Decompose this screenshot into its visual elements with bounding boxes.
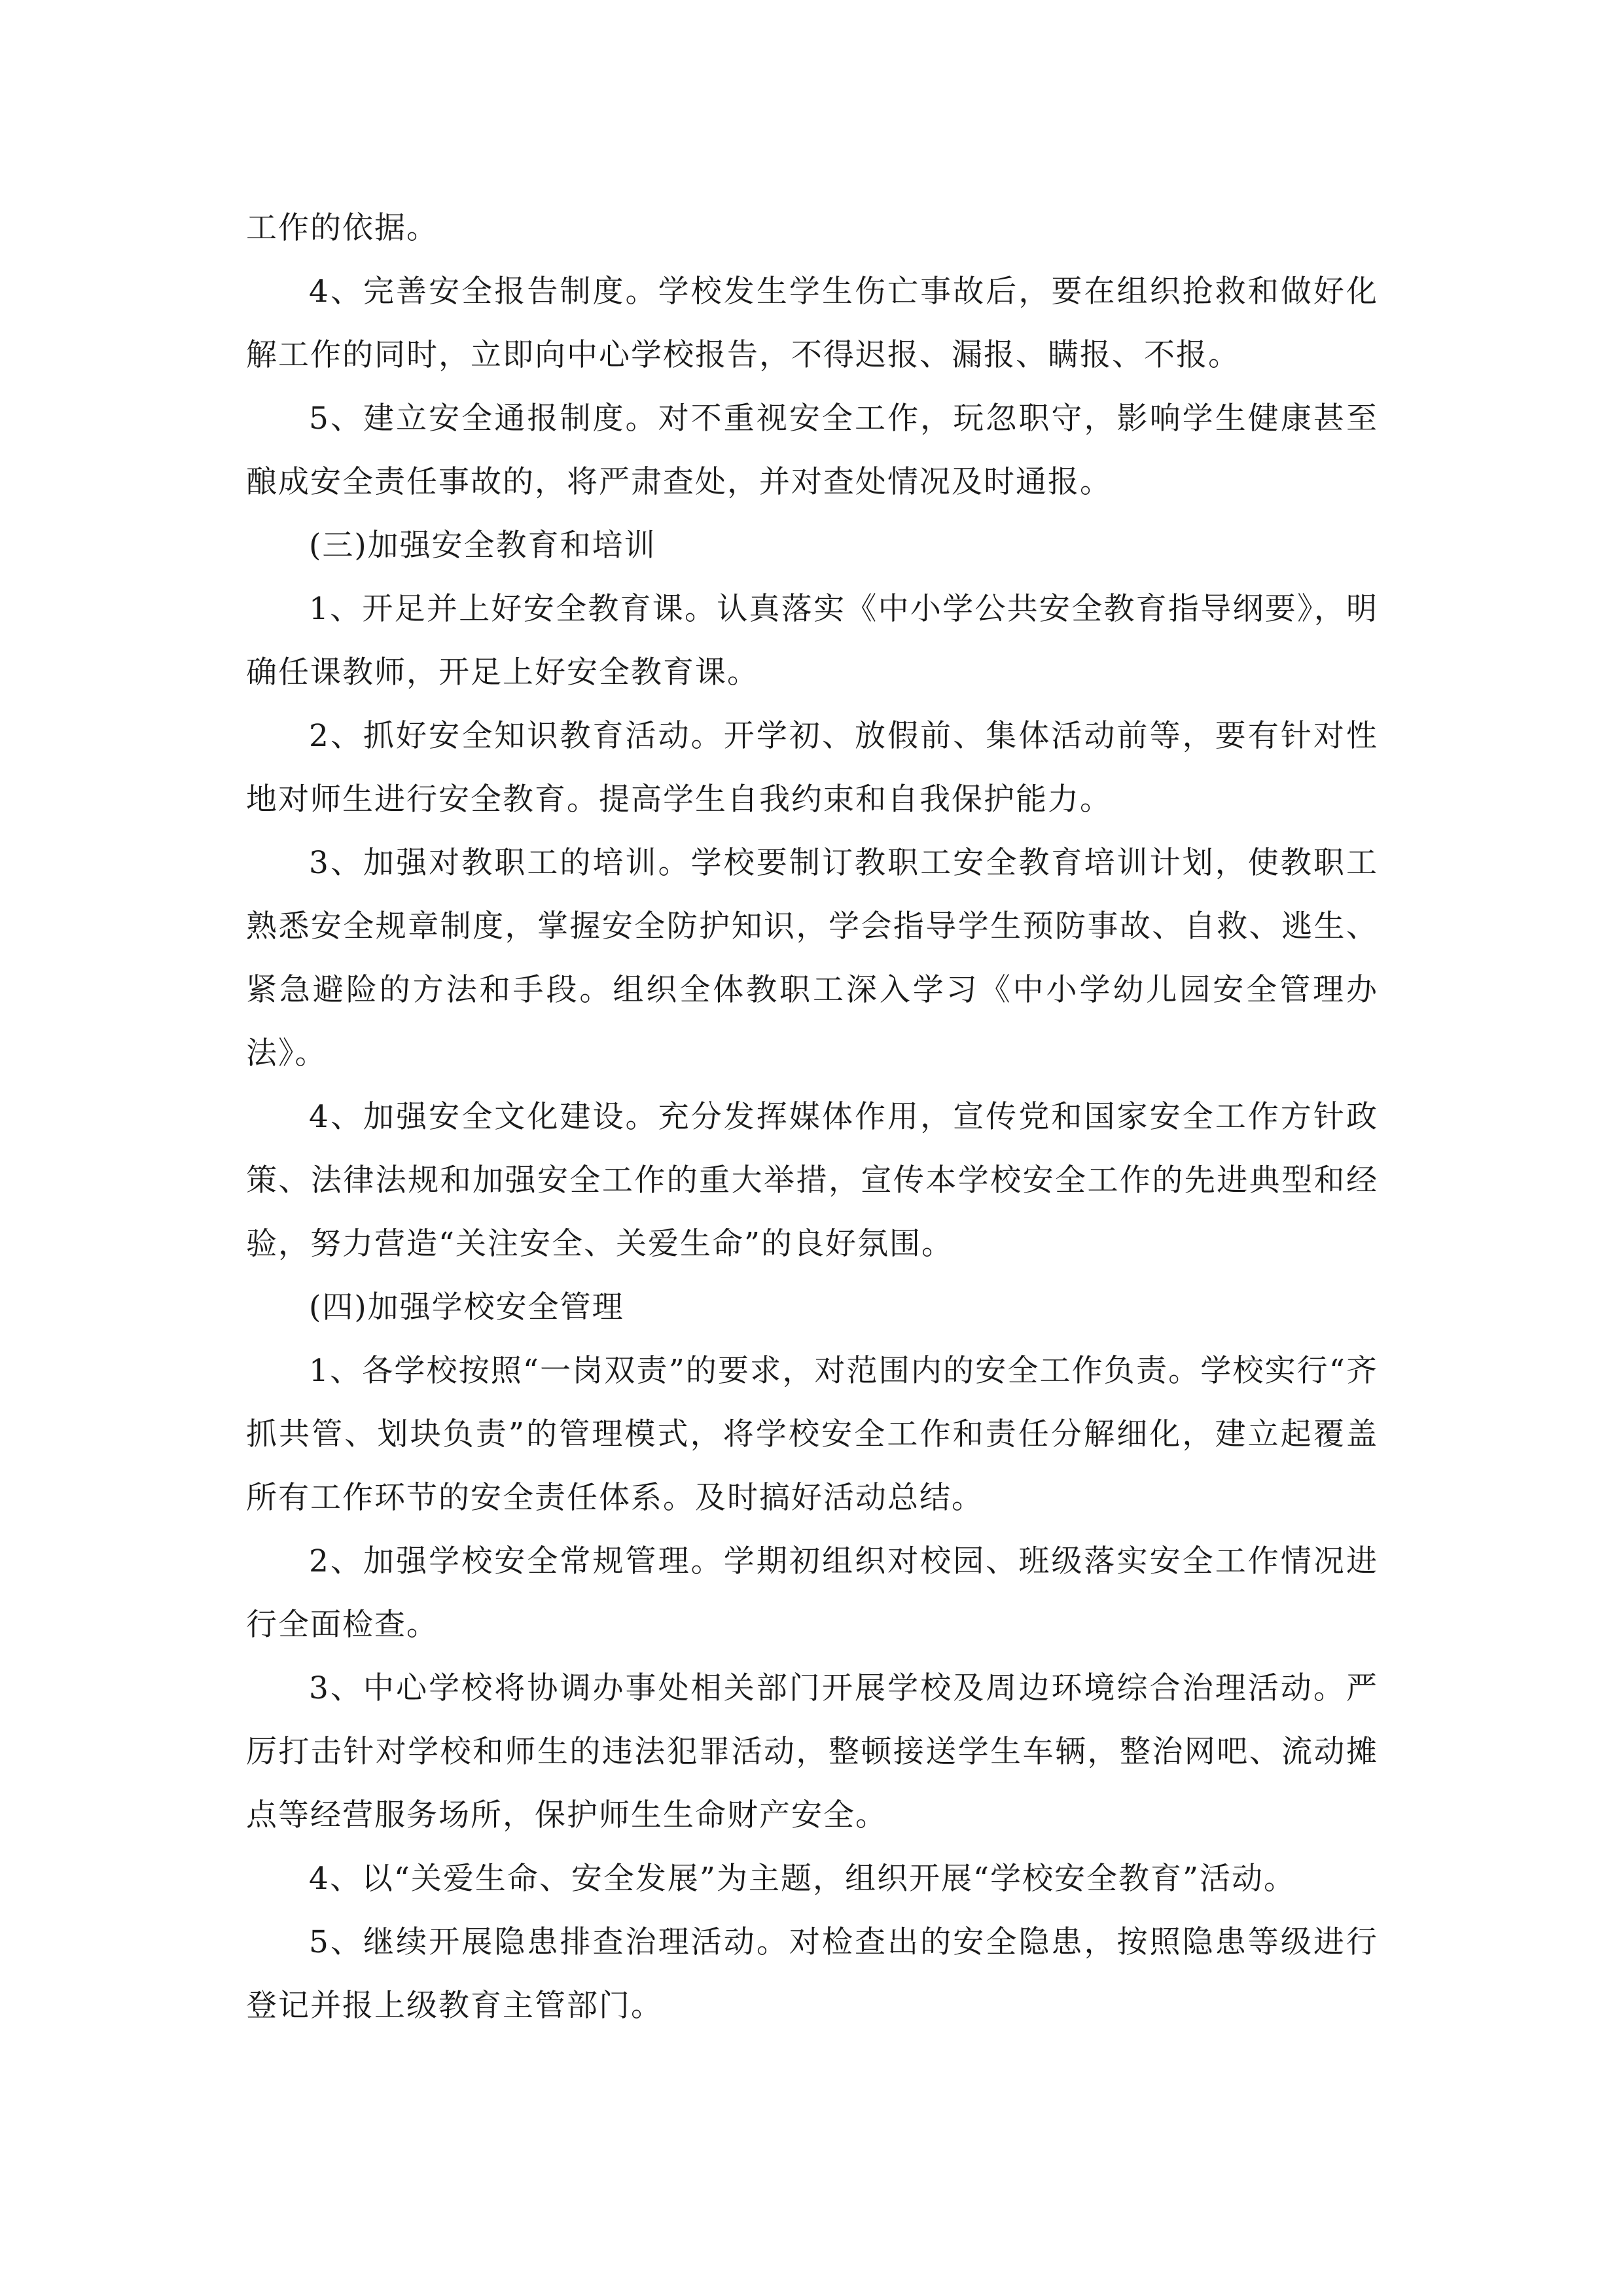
section-heading-3: (三)加强安全教育和培训 bbox=[309, 528, 656, 564]
paragraph-item-5-hazard-inspection: 5、继续开展隐患排查治理活动。对检查出的安全隐患，按照隐患等级进行登记并报上级教育主管部门。 bbox=[246, 1924, 1378, 2024]
document-body bbox=[246, 196, 1378, 2037]
paragraph-item-1-dual-responsibility: 1、各学校按照“一岗双责”的要求，对范围内的安全工作负责。学校实行“齐抓共管、划块负责”的管理模式，将学校安全工作和责任分解细化，建立起覆盖所有工作环节的安全责任体系。及时搞好活动总结。 bbox=[246, 1353, 1379, 1516]
paragraph-item-3-environment-governance: 3、中心学校将协调办事处相关部门开展学校及周边环境综合治理活动。严厉打击针对学校和师生的违法犯罪活动，整顿接送学生车辆，整治网吧、流动摊点等经营服务场所，保护师生生命财产安全。 bbox=[246, 1670, 1378, 1833]
paragraph-item-4-safety-culture: 4、加强安全文化建设。充分发挥媒体作用，宣传党和国家安全工作方针政策、法律法规和加强安全工作的重大举措，宣传本学校安全工作的先进典型和经验，努力营造“关注安全、关爱生命”的良好氛围。 bbox=[246, 1099, 1378, 1262]
paragraph-item-2-knowledge-activity: 2、抓好安全知识教育活动。开学初、放假前、集体活动前等，要有针对性地对师生进行安全教育。提高学生自我约束和自我保护能力。 bbox=[246, 718, 1378, 817]
paragraph-item-3-staff-training: 3、加强对教职工的培训。学校要制订教职工安全教育培训计划，使教职工熟悉安全规章制度，掌握安全防护知识，学会指导学生预防事故、自救、逃生、紧急避险的方法和手段。组织全体教职工深入学习《中小学幼儿园安全管理办法》。 bbox=[246, 845, 1378, 1071]
paragraph-item-1-safety-course: 1、开足并上好安全教育课。认真落实《中小学公共安全教育指导纲要》，明确任课教师，开足上好安全教育课。 bbox=[246, 591, 1378, 691]
paragraph-item-2-routine-management: 2、加强学校安全常规管理。学期初组织对校园、班级落实安全工作情况进行全面检查。 bbox=[246, 1543, 1378, 1643]
paragraph-item-4-theme-activity: 4、以“关爱生命、安全发展”为主题，组织开展“学校安全教育”活动。 bbox=[309, 1861, 1296, 1897]
section-heading-4: (四)加强学校安全管理 bbox=[309, 1289, 624, 1325]
paragraph-item-4-safety-report: 4、完善安全报告制度。学校发生学生伤亡事故后，要在组织抢救和做好化解工作的同时，立即向中心学校报告，不得迟报、漏报、瞒报、不报。 bbox=[246, 274, 1378, 373]
paragraph-item-5-safety-notice: 5、建立安全通报制度。对不重视安全工作，玩忽职守，影响学生健康甚至酿成安全责任事故的，将严肃查处，并对查处情况及时通报。 bbox=[246, 401, 1378, 500]
paragraph-continuation: 工作的依据。 bbox=[246, 210, 438, 246]
